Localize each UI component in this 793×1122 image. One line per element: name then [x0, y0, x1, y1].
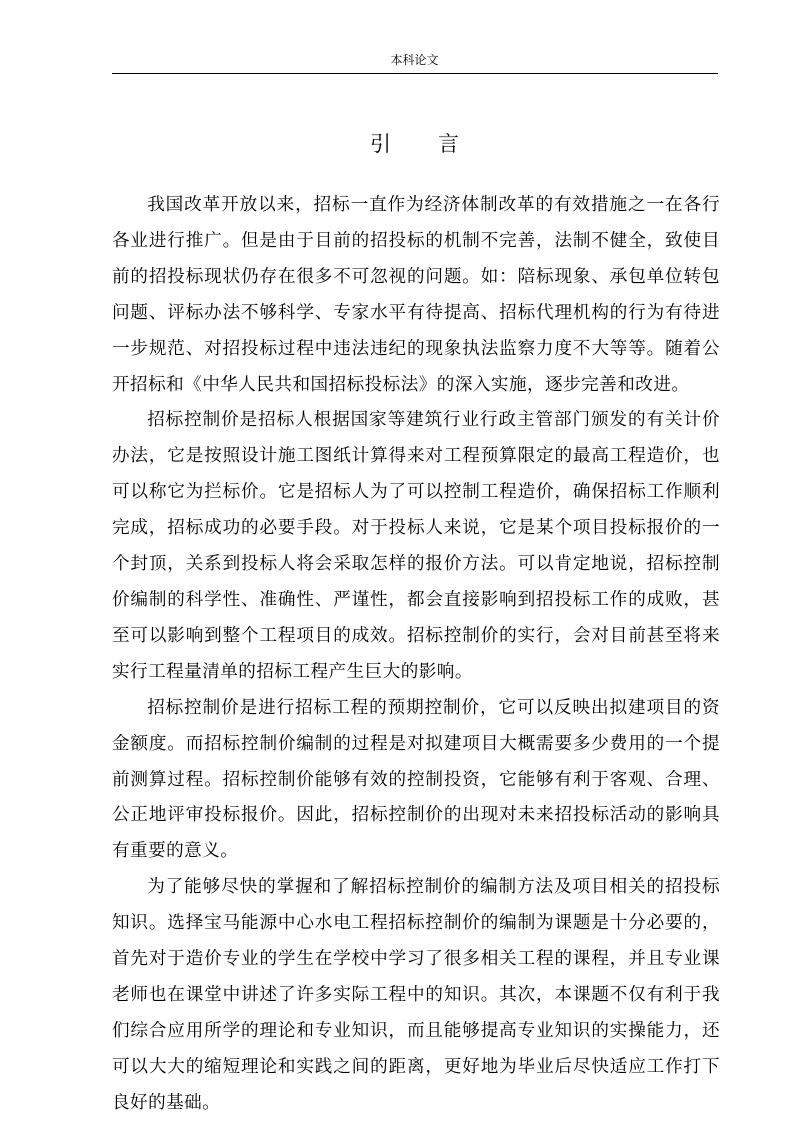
paragraph-3: 招标控制价是进行招标工程的预期控制价，它可以反映出拟建项目的资金额度。而招标控制价编制的过程是对拟建项目大概需要多少费用的一个提前测算过程。招标控制价能够有效的控制投资，它能够有利于客观、合理、公正地评审投标报价。因此，招标控制价的出现对未来招投标活动的影响具有重要的意义。	[112, 697, 720, 862]
chapter-title	[0, 130, 793, 158]
title-char-1: 引	[370, 132, 391, 156]
body-text	[112, 188, 720, 1122]
paragraph-1: 我国改革开放以来，招标一直作为经济体制改革的有效措施之一在各行各业进行推广。但是由于目前的招投标的机制不完善，法制不健全，致使目前的招投标现状仍存在很多不可忽视的问题。如：陪标现象、承包单位转包问题、评标办法不够科学、专家水平有待提高、招标代理机构的行为有待进一步规范、对招投标过程中违法违纪的现象执法监察力度不大等等。随着公开招标和《中华人民共和国招标投标法》的深入实施，逐步完善和改进。	[112, 195, 720, 395]
header-rule	[112, 73, 718, 74]
running-header: 本科论文	[390, 53, 439, 67]
paragraph-4: 为了能够尽快的掌握和了解招标控制价的编制方法及项目相关的招投标知识。选择宝马能源中心水电工程招标控制价的编制为课题是十分必要的，首先对于造价专业的学生在学校中学习了很多相关工程的课程，并且专业课老师也在课堂中讲述了许多实际工程中的知识。其次，本课题不仅有利于我们综合应用所学的理论和专业知识，而且能够提高专业知识的实操能力，还可以大大的缩短理论和实践之间的距离，更好地为毕业后尽快适应工作打下良好的基础。	[112, 877, 720, 1113]
paragraph-2: 招标控制价是招标人根据国家等建筑行业行政主管部门颁发的有关计价办法，它是按照设计施工图纸计算得来对工程预算限定的最高工程造价，也可以称它为拦标价。它是招标人为了可以控制工程造价，确保招标工作顺利完成，招标成功的必要手段。对于投标人来说，它是某个项目投标报价的一个封顶，关系到投标人将会采取怎样的报价方法。可以肯定地说，招标控制价编制的科学性、准确性、严谨性，都会直接影响到招投标工作的成败，甚至可以影响到整个工程项目的成效。招标控制价的实行，会对目前甚至将来实行工程量清单的招标工程产生巨大的影响。	[112, 410, 720, 682]
title-char-2: 言	[438, 132, 459, 156]
